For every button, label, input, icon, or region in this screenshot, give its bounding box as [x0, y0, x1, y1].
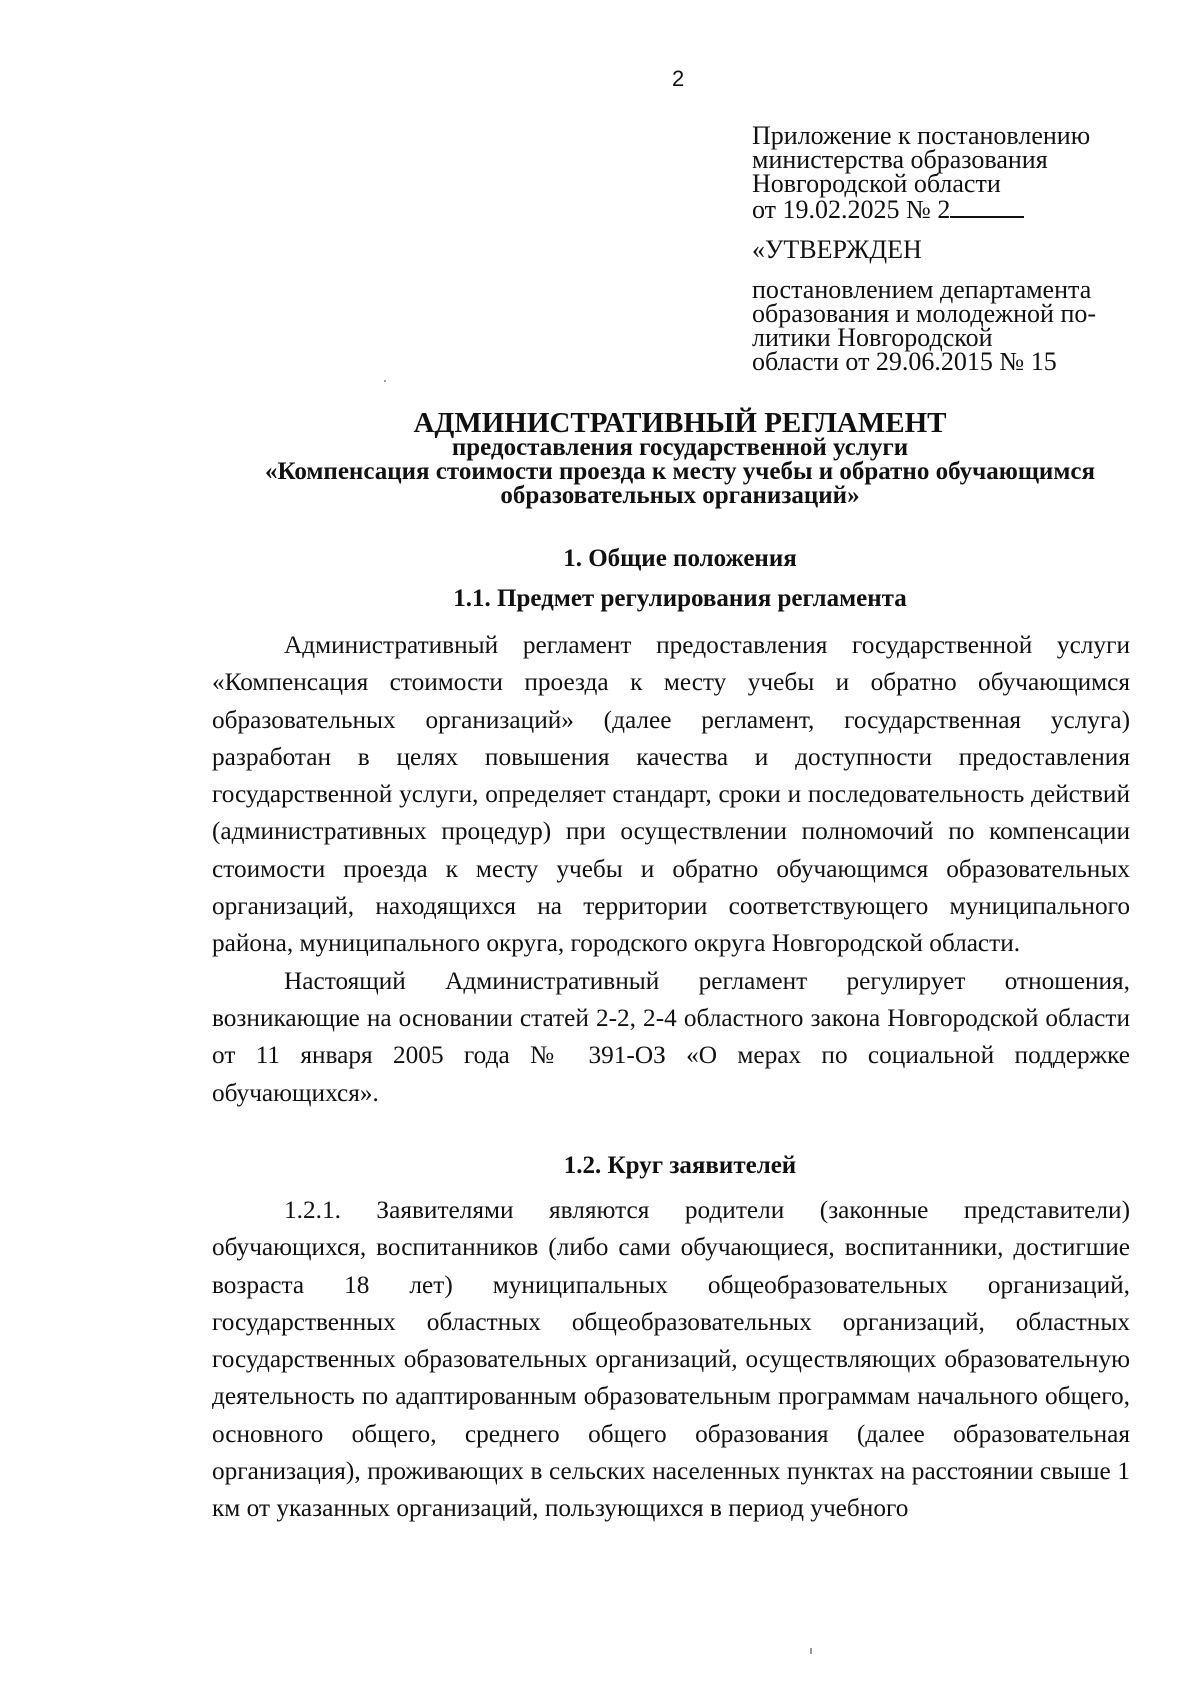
title-main: АДМИНИСТРАТИВНЫЙ РЕГЛАМЕНТ	[413, 407, 947, 439]
paragraph: 1.2.1. Заявителями являются родители (законные представители) обучающихся, воспитанников (либо сами обучающиеся, воспитанники, достигшие возраста 18 лет) муниципальных общеобразовательных организаций, государственных областных общеобразовательных организаций, областных государственных образовательных организаций, осуществляющих образовательную деятельность по адаптированным образовательным программам начального общего, основного общего, среднего общего образования (далее образовательная организация), проживающих в сельских населенных пунктах на расстоянии свыше 1 км от указанных организаций, пользующихся в период учебного	[212, 1196, 1130, 1523]
section-heading-subject: 1.1. Предмет регулирования регламента	[453, 585, 907, 612]
paragraph-block-2	[212, 1192, 1130, 1528]
approved-line: литики Новгородской	[752, 323, 993, 352]
page-number: 2	[672, 66, 685, 91]
section-heading-general: 1. Общие положения	[563, 545, 797, 572]
appendix-date: от 19.02.2025 № 2	[752, 195, 951, 224]
scan-speck	[384, 380, 386, 382]
approved-block	[752, 235, 1097, 376]
appendix-line: Новгородской области	[752, 169, 1001, 198]
title-line: предоставления государственной услуги	[451, 434, 909, 461]
approved-line: образования и молодежной по-	[752, 299, 1097, 328]
scan-speck	[810, 1648, 812, 1654]
section-heading-applicants: 1.2. Круг заявителей	[563, 1152, 797, 1179]
approved-line: постановлением департамента	[752, 275, 1092, 304]
document-title	[150, 407, 1200, 509]
paragraph-block-1	[212, 627, 1130, 1112]
title-line: образовательных организаций»	[500, 482, 860, 509]
title-line: «Компенсация стоимости проезда к месту учебы и обратно обучающимся	[264, 458, 1095, 485]
paragraph: Настоящий Административный регламент регулирует отношения, возникающие на основании статей 2-2, 2-4 областного закона Новгородской области от 11 января 2005 года № 391-ОЗ «О мерах по социальной поддержке обучающихся».	[212, 966, 1130, 1107]
appendix-line: министерства образования	[752, 145, 1048, 174]
appendix-date-line	[752, 196, 1090, 222]
appendix-line: Приложение к постановлению	[752, 121, 1091, 150]
paragraph: Административный регламент предоставления государственной услуги «Компенсация стоимости проезда к месту учебы и обратно обучающимся образовательных организаций» (далее регламент, государственная услуга) разработан в целях повышения качества и доступности предоставления государственной услуги, определяет стандарт, сроки и последовательность действий (административных процедур) при осуществлении полномочий по компенсации стоимости проезда к месту учебы и обратно обучающимся образовательных организаций, находящихся на территории соответствующего муниципального района, муниципального округа, городского округа Новгородской области.	[212, 631, 1130, 958]
approved-heading: «УТВЕРЖДЕН	[752, 235, 922, 264]
approved-line: области от 29.06.2015 № 15	[752, 347, 1057, 376]
appendix-block	[752, 121, 1091, 224]
signature-blank	[950, 196, 1024, 218]
